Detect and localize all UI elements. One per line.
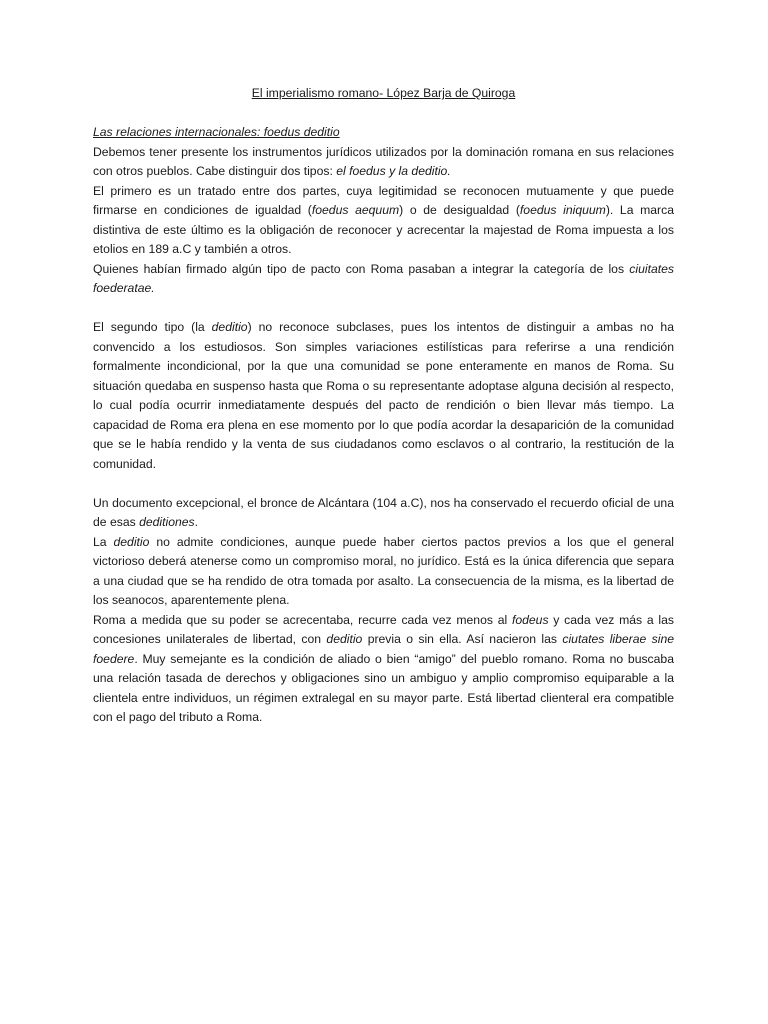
text-run: La (93, 534, 114, 549)
italic-run: deditio (326, 632, 363, 646)
text-run: Roma a medida que su poder se acrecentaba, recurre cada vez menos al (93, 612, 512, 627)
text-run: ). La marca distintiva de este último es la obligación de reconocer y acrecentar la majestad de Roma impuesta a los etolios en 189 a.C y también a otros. (93, 203, 674, 256)
text-run: Debemos tener presente los instrumentos jurídicos utilizados por la dominación romana en sus relaciones con otros pueblos. Cabe distinguir dos tipos: (93, 144, 674, 178)
paragraph (93, 318, 674, 474)
document-title: El imperialismo romano- López Barja de Quiroga (251, 86, 516, 100)
text-run: y cada vez más a las concesiones unilaterales de libertad, con (93, 612, 674, 646)
text-run: . (194, 515, 199, 529)
italic-run: foedus iniquum (519, 203, 606, 217)
italic-run: ciuitates foederatae. (93, 261, 674, 295)
italic-run: el foedus y la deditio. (336, 164, 451, 178)
text-run: ) no reconoce subclases, pues los intentos de distinguir a ambas no ha convencido a los estudiosos. Son simples variaciones estilísticas para referirse a una rendición formalmente incondicional, por la que una comunidad se pone enteramente en manos de Roma. Su situación quedaba en suspenso hasta que Roma o su representante adoptase alguna decisión al respecto, lo cual podía ocurrir inmediatamente después del pacto de rendición o bien llevar más tiempo. La capacidad de Roma era plena en ese momento por lo que podía acordar la desaparición de la comunidad que se le había rendido y la venta de sus ciudadanos como esclavos o al contrario, la restitución de la comunidad. (93, 320, 674, 471)
paragraph (93, 143, 674, 182)
document-body (93, 143, 674, 728)
paragraph (93, 182, 674, 260)
paragraph (93, 494, 674, 533)
document-page (93, 84, 674, 728)
italic-run: ciutates liberae sine foedere (93, 632, 675, 666)
section-heading: Las relaciones internacionales: foedus deditio (93, 125, 340, 139)
italic-run: foedus aequum (311, 203, 400, 217)
text-run: . Muy semejante es la condición de aliado o bien “amigo” del pueblo romano. Roma no buscaba una relación tasada de derechos y obligaciones sino un ambiguo y amplio compromiso equiparable a la clientela entre individuos, un régimen extralegal en su mayor parte. Está libertad clienteral era compatible con el pago del tributo a Roma. (93, 651, 674, 724)
text-run: El primero es un tratado entre dos partes, cuya legitimidad se reconocen mutuamente y que puede firmarse en condiciones de igualdad ( (93, 183, 674, 217)
paragraph (93, 260, 674, 299)
italic-run: deditio (211, 320, 248, 334)
text-run: Quienes habían firmado algún tipo de pacto con Roma pasaban a integrar la categoría de los (93, 261, 630, 276)
text-run: previa o sin ella. Así nacieron las (362, 632, 563, 646)
italic-run: deditio (113, 534, 150, 549)
text-run: no admite condiciones, aunque puede haber ciertos pactos previos a los que el general victorioso deberá atenerse como un compromiso moral, no jurídico. Está es la única diferencia que separa a una ciudad que se ha rendido de otra tomada por asalto. La consecuencia de la misma, es la libertad de los seanocos, aparentemente plena. (93, 534, 674, 607)
italic-run: fodeus (511, 612, 549, 627)
paragraph (93, 533, 674, 611)
text-run: El segundo tipo (la (93, 320, 212, 334)
text-run: ) o de desigualdad ( (399, 203, 520, 217)
italic-run: deditiones (139, 515, 195, 529)
paragraph (93, 611, 674, 728)
text-run: Un documento excepcional, el bronce de Alcántara (104 a.C), nos ha conservado el recuerdo oficial de una de esas (93, 495, 674, 529)
